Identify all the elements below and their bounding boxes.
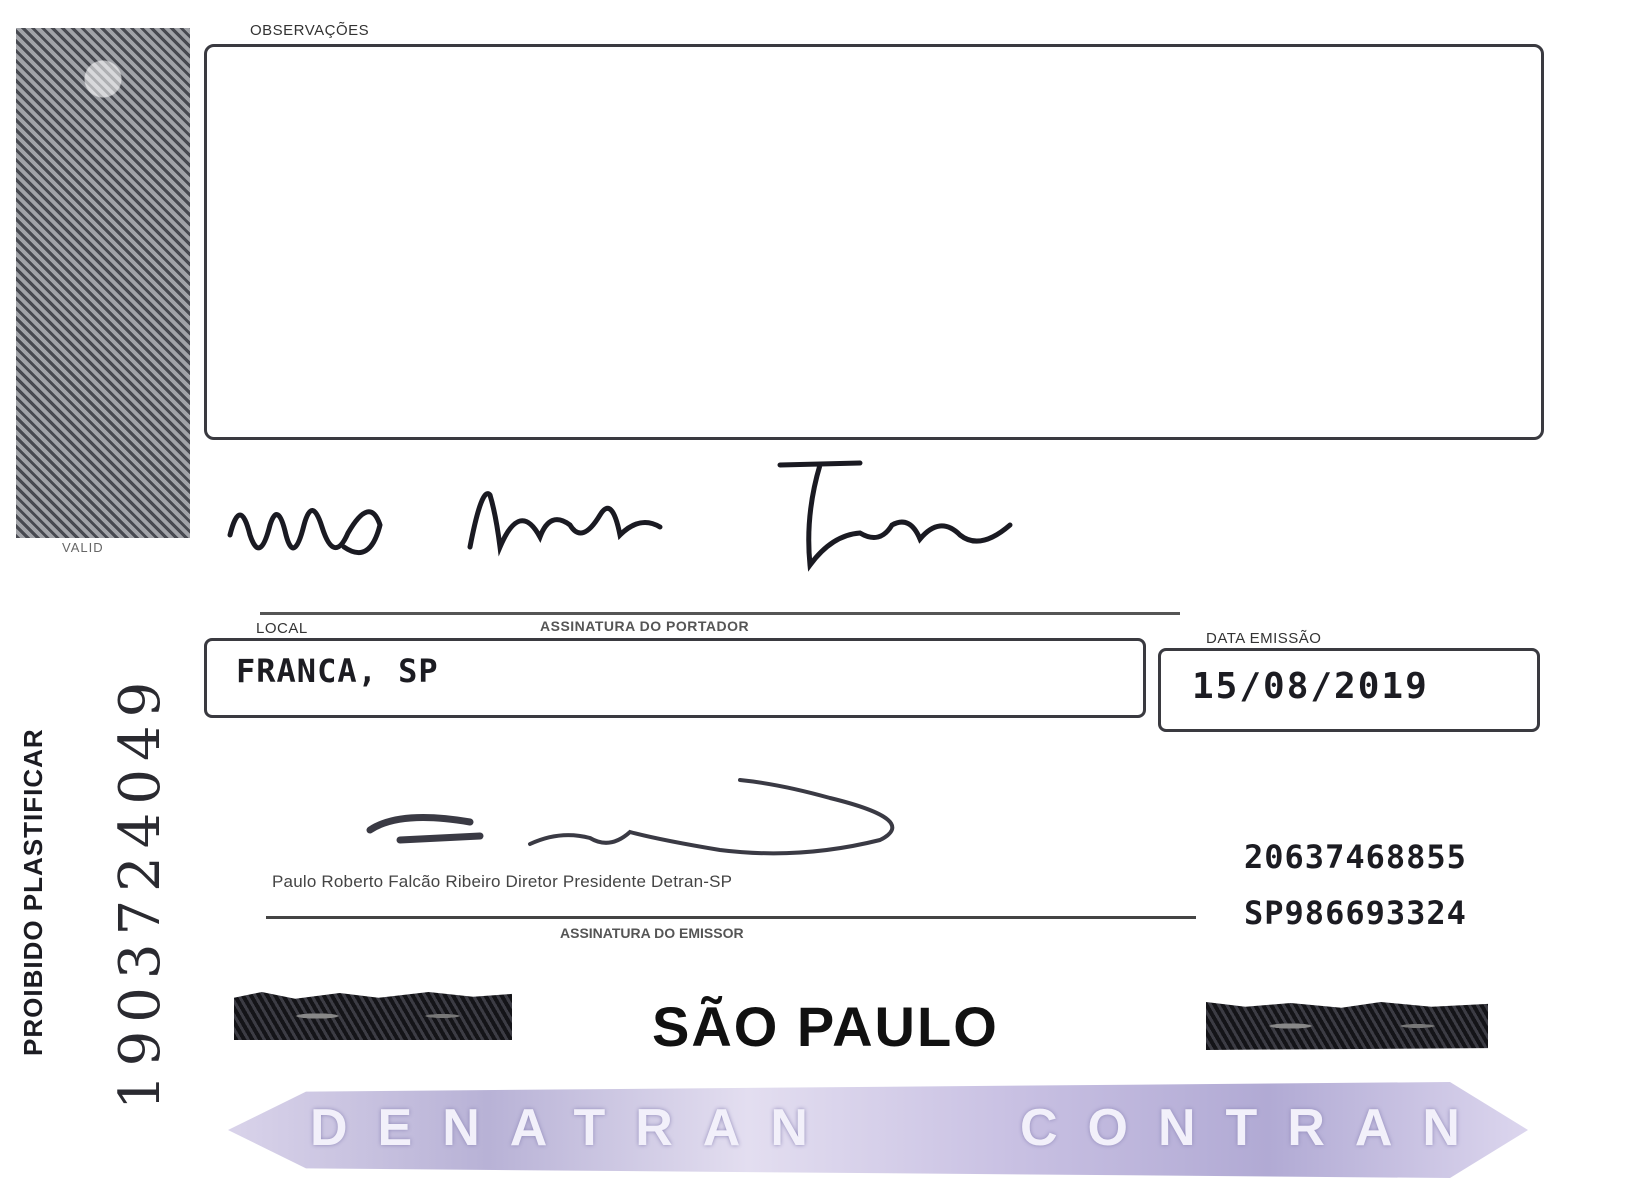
banner-text-left: DENATRAN <box>310 1099 838 1157</box>
valid-label: VALID <box>62 540 104 555</box>
local-label: LOCAL <box>250 620 314 637</box>
document-code: SP986693324 <box>1244 894 1467 932</box>
security-band-right <box>1206 1002 1488 1050</box>
signature-line <box>260 612 1180 615</box>
data-emissao-value: 15/08/2019 <box>1192 666 1429 707</box>
banner-text-right: CONTRAN <box>1020 1099 1490 1157</box>
data-emissao-label: DATA EMISSÃO <box>1200 630 1327 647</box>
emitter-signature <box>360 770 960 870</box>
holder-signature <box>220 455 1040 585</box>
emitter-signature-line <box>266 916 1196 919</box>
security-band-left <box>234 992 512 1040</box>
observacoes-box <box>204 44 1544 440</box>
serial-number: 1903724049 <box>108 673 173 1110</box>
holder-signature-caption: ASSINATURA DO PORTADOR <box>540 618 750 634</box>
observacoes-label: OBSERVAÇÕES <box>244 22 375 39</box>
emitter-signature-caption: ASSINATURA DO EMISSOR <box>560 925 744 941</box>
security-pattern-strip <box>16 28 190 538</box>
local-value: FRANCA, SP <box>236 652 439 690</box>
state-name: SÃO PAULO <box>652 995 999 1058</box>
side-warning: PROIBIDO PLASTIFICAR <box>18 728 48 1056</box>
emitter-name: Paulo Roberto Falcão Ribeiro Diretor Presidente Detran-SP <box>272 872 733 891</box>
registration-number: 20637468855 <box>1244 838 1467 876</box>
